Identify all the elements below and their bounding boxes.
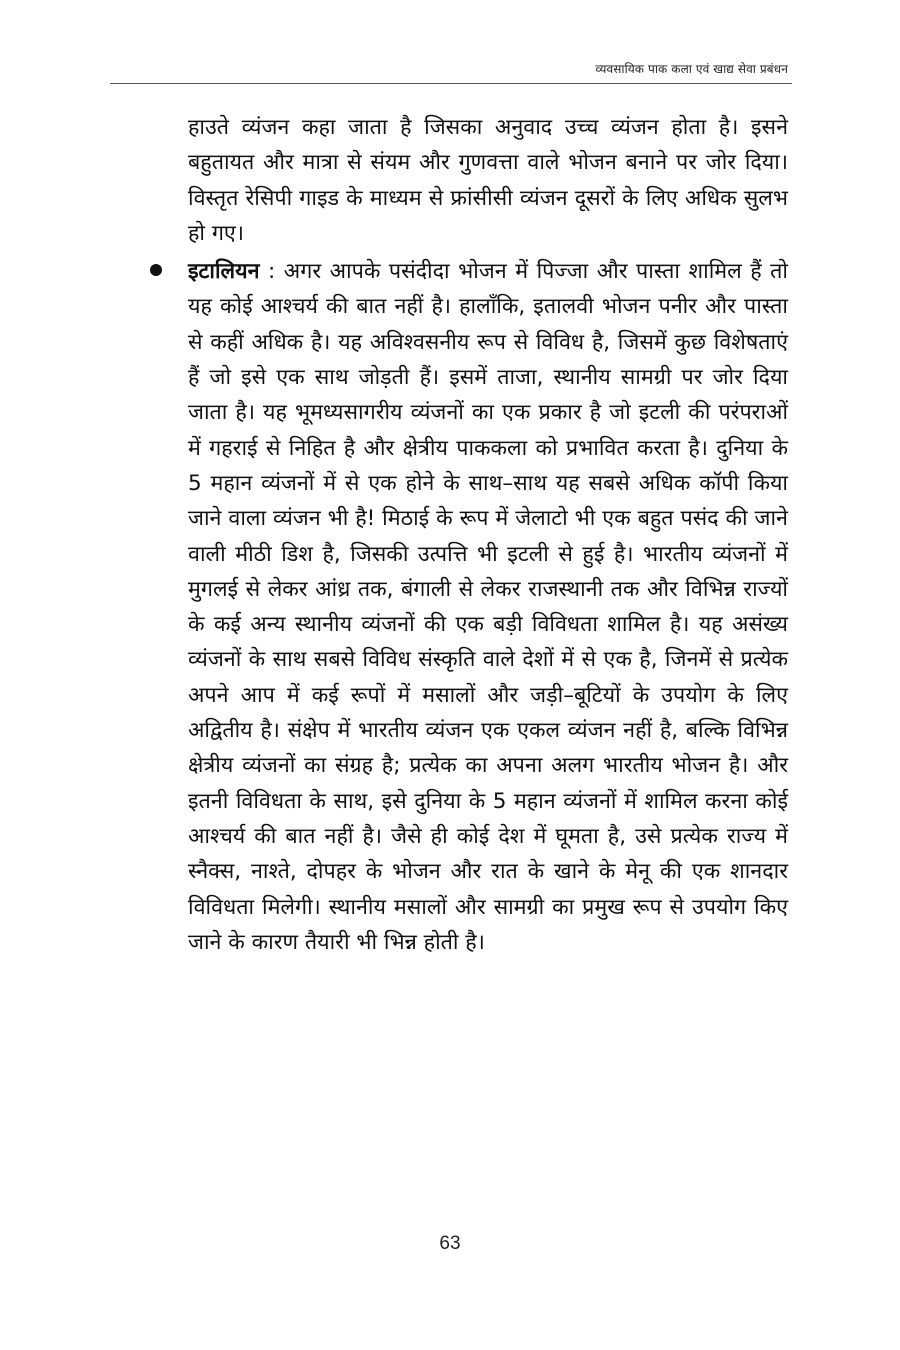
bullet-term: इटालियन: [188, 259, 260, 285]
header-divider: [110, 83, 792, 84]
bullet-dot-icon: [150, 264, 162, 276]
running-header-title: व्यवसायिक पाक कला एवं खाद्य सेवा प्रबंधन: [595, 62, 788, 76]
bullet-item-italian: [188, 254, 788, 960]
continuation-paragraph: हाउते व्यंजन कहा जाता है जिसका अनुवाद उच्च व्यंजन होता है। इसने बहुतायत और मात्रा से संयम और गुणवत्ता वाले भोजन बनाने पर जोर दिया। विस्तृत रेसिपी गाइड के माध्यम से फ्रांसीसी व्यंजन दूसरों के लिए अधिक सुलभ हो गए।: [188, 115, 788, 246]
bullet-paragraph: [188, 254, 788, 960]
page-body: [188, 110, 788, 960]
bullet-text: : अगर आपके पसंदीदा भोजन में पिज्जा और पास्ता शामिल हैं तो यह कोई आश्चर्य की बात नहीं है। हालाँकि, इतालवी भोजन पनीर और पास्ता से कहीं अधिक है। यह अविश्वसनीय रूप से विविध है, जिसमें कुछ विशेषताएं हैं जो इसे एक साथ जोड़ती हैं। इसमें ताजा, स्थानीय सामग्री पर जोर दिया जाता है। यह भूमध्यसागरीय व्यंजनों का एक प्रकार है जो इटली की परंपराओं में गहराई से निहित है और क्षेत्रीय पाककला को प्रभावित करता है। दुनिया के 5 महान व्यंजनों में से एक होने के साथ–साथ यह सबसे अधिक कॉपी किया जाने वाला व्यंजन भी है! मिठाई के रूप में जेलाटो भी एक बहुत पसंद की जाने वाली मीठी डिश है, जिसकी उत्पत्ति भी इटली से हुई है। भारतीय व्यंजनों में मुगलई से लेकर आंध्र तक, बंगाली से लेकर राजस्थानी तक और विभिन्न राज्यों के कई अन्य स्थानीय व्यंजनों की एक बड़ी विविधता शामिल है। यह असंख्य व्यंजनों के साथ सबसे विविध संस्कृति वाले देशों में से एक है, जिनमें से प्रत्येक अपने आप में कई रूपों में मसालों और जड़ी–बूटियों के उपयोग के लिए अद्वितीय है। संक्षेप में भारतीय व्यंजन एक एकल व्यंजन नहीं है, बल्कि विभिन्न क्षेत्रीय व्यंजनों का संग्रह है; प्रत्येक का अपना अलग भारतीय भोजन है। और इतनी विविधता के साथ, इसे दुनिया के 5 महान व्यंजनों में शामिल करना कोई आश्चर्य की बात नहीं है। जैसे ही कोई देश में घूमता है, उसे प्रत्येक राज्य में स्नैक्स, नाश्ते, दोपहर के भोजन और रात के खाने के मेनू की एक शानदार विविधता मिलेगी। स्थानीय मसालों और सामग्री का प्रमुख रूप से उपयोग किए जाने के कारण तैयारी भी भिन्न होती है।: [188, 259, 788, 955]
page-number: 63: [439, 1233, 461, 1254]
